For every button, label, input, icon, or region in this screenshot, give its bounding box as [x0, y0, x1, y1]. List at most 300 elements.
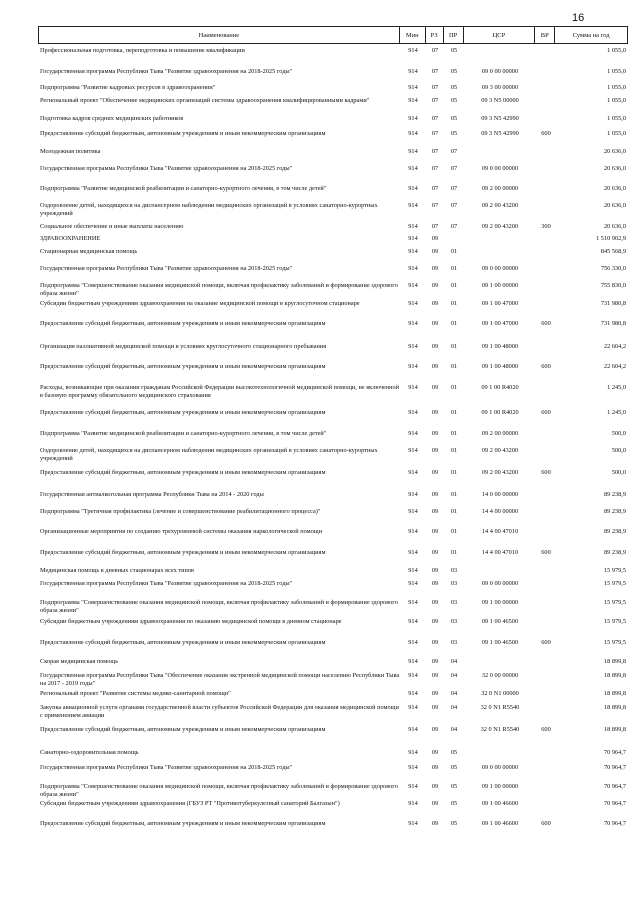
- row-csr: [464, 47, 536, 55]
- row-min: 914: [408, 185, 418, 192]
- row-min: 914: [408, 764, 418, 771]
- row-sum: 15 979,5: [603, 580, 626, 587]
- row-rz: 09: [431, 704, 439, 711]
- row-sum: 15 979,5: [603, 618, 626, 625]
- table-row: [38, 384, 628, 399]
- row-description: Государственная антиалкогольная программа Республики Тыва на 2014 - 2020 годы: [40, 491, 264, 498]
- row-description: Государственная программа Республики Тыва "Развитие здравоохранения на 2018-2025 годы": [40, 68, 293, 75]
- row-sum: 1 510 902,9: [596, 235, 626, 242]
- row-sum: 18 899,8: [603, 672, 626, 679]
- row-csr: 09 2 00 43200: [481, 469, 519, 476]
- row-sum: 15 979,5: [603, 639, 626, 646]
- row-sum: 20 636,0: [603, 202, 626, 209]
- table-row: [38, 764, 628, 772]
- header-name: Наименование: [39, 27, 400, 43]
- row-vr: [536, 148, 556, 156]
- row-csr: 09 1 00 47000: [481, 320, 519, 327]
- row-vr: [536, 265, 556, 273]
- row-csr: 09 0 00 00000: [481, 764, 519, 771]
- row-rz: 09: [431, 363, 439, 370]
- row-csr: 32 0 N1 00000: [481, 690, 519, 697]
- row-pr: 01: [450, 508, 458, 515]
- row-sum: 1 055,0: [607, 84, 626, 91]
- row-min: 914: [408, 820, 418, 827]
- row-pr: 01: [450, 491, 458, 498]
- row-pr: 07: [450, 148, 458, 155]
- row-min: 914: [408, 282, 418, 289]
- row-min: 914: [408, 528, 418, 535]
- row-description: Субсидии бюджетным учреждениям здравоохранения (ГБУЗ РТ "Противотуберкулезный санаторий Балгазын"): [40, 800, 340, 807]
- row-min: 914: [408, 248, 418, 255]
- row-rz: 09: [431, 248, 439, 255]
- row-sum: 1 055,0: [607, 68, 626, 75]
- row-vr: 600: [541, 409, 551, 416]
- row-sum: 89 238,9: [603, 491, 626, 498]
- row-rz: 07: [431, 148, 439, 155]
- row-vr: 600: [541, 639, 551, 646]
- row-min: 914: [408, 580, 418, 587]
- row-rz: 07: [431, 84, 439, 91]
- row-vr: [536, 580, 556, 588]
- row-description: Социальное обеспечение и иные выплаты населению: [40, 223, 184, 230]
- row-pr: 04: [450, 658, 458, 665]
- table-row: [38, 300, 628, 308]
- table-row: [38, 704, 628, 719]
- row-pr: 05: [450, 115, 458, 122]
- table-row: [38, 409, 628, 417]
- row-min: 914: [408, 469, 418, 476]
- row-csr: 14 4 00 00000: [481, 508, 519, 515]
- row-pr: 05: [450, 84, 458, 91]
- row-rz: 07: [431, 115, 439, 122]
- row-min: 914: [408, 491, 418, 498]
- row-sum: 20 636,0: [603, 185, 626, 192]
- row-rz: 09: [431, 726, 439, 733]
- row-sum: 1 055,0: [607, 97, 626, 104]
- row-min: 914: [408, 130, 418, 137]
- row-pr: 01: [450, 447, 458, 454]
- row-min: 914: [408, 409, 418, 416]
- row-rz: 09: [431, 300, 439, 307]
- table-row: [38, 148, 628, 156]
- table-row: [38, 672, 628, 687]
- row-min: 914: [408, 690, 418, 697]
- row-pr: 01: [450, 384, 458, 391]
- row-sum: 70 964,7: [603, 783, 626, 790]
- row-description: Государственная программа Республики Тыва "Обеспечение оказания экстренной медицинской помощи населению Республики Тыва на 2017 - 2019 годы": [40, 672, 400, 687]
- row-sum: 20 636,0: [603, 223, 626, 230]
- table-row: [38, 690, 628, 698]
- row-rz: 09: [431, 599, 439, 606]
- row-csr: 09 1 00 R4020: [481, 384, 519, 391]
- table-row: [38, 430, 628, 438]
- row-pr: 07: [450, 165, 458, 172]
- row-vr: [536, 343, 556, 351]
- row-pr: 05: [450, 764, 458, 771]
- row-vr: 600: [541, 130, 551, 137]
- row-pr: 07: [450, 223, 458, 230]
- row-vr: 600: [541, 820, 551, 827]
- row-sum: 755 830,0: [600, 282, 626, 289]
- row-description: Предоставление субсидий бюджетным, автономным учреждениям и иным некоммерческим организациям: [40, 130, 326, 137]
- row-min: 914: [408, 97, 418, 104]
- table-row: [38, 282, 628, 297]
- row-pr: 03: [450, 599, 458, 606]
- row-vr: 600: [541, 549, 551, 556]
- row-rz: 09: [431, 783, 439, 790]
- table-row: [38, 726, 628, 734]
- table-row: [38, 115, 628, 123]
- row-pr: 01: [450, 549, 458, 556]
- row-description: Государственная программа Республики Тыва "Развитие здравоохранения на 2018-2025 годы": [40, 764, 293, 771]
- row-pr: 05: [450, 97, 458, 104]
- row-sum: 15 979,5: [603, 599, 626, 606]
- row-description: Субсидии бюджетным учреждениям здравоохранения по оказанию медицинской помощи в дневном стационаре: [40, 618, 342, 625]
- row-vr: [536, 447, 556, 462]
- table-row: [38, 320, 628, 328]
- row-pr: 03: [450, 580, 458, 587]
- row-rz: 09: [431, 508, 439, 515]
- row-rz: 09: [431, 384, 439, 391]
- row-csr: [464, 248, 536, 256]
- row-description: Предоставление субсидий бюджетным, автономным учреждениям и иным некоммерческим организациям: [40, 726, 326, 733]
- row-min: 914: [408, 704, 418, 711]
- row-rz: 09: [431, 658, 439, 665]
- row-vr: [536, 235, 556, 243]
- row-sum: 756 330,0: [600, 265, 626, 272]
- row-rz: 09: [431, 764, 439, 771]
- row-pr: 01: [450, 409, 458, 416]
- row-description: Оздоровление детей, находящихся на диспансерном наблюдении медицинских организаций в условиях санаторно-курортных учреждений: [40, 202, 378, 217]
- row-description: Подпрограмма "Совершенствование оказания медицинской помощи, включая профилактику заболеваний и формирование здорового образа жизни": [40, 783, 398, 798]
- row-sum: 18 899,8: [603, 658, 626, 665]
- row-vr: [536, 690, 556, 698]
- row-pr: 04: [450, 690, 458, 697]
- table-row: [38, 580, 628, 588]
- row-pr: 05: [450, 130, 458, 137]
- row-csr: 09 1 00 R4020: [481, 409, 519, 416]
- table-row: [38, 343, 628, 351]
- row-pr: 01: [450, 343, 458, 350]
- row-description: ЗДРАВООХРАНЕНИЕ: [40, 235, 101, 242]
- row-rz: 09: [431, 265, 439, 272]
- row-vr: [536, 430, 556, 438]
- row-csr: 09 1 00 48000: [481, 343, 519, 350]
- row-sum: 20 636,0: [603, 148, 626, 155]
- row-rz: 09: [431, 235, 439, 242]
- row-description: Государственная программа Республики Тыва "Развитие здравоохранения на 2018-2025 годы": [40, 165, 293, 172]
- row-csr: 09 1 00 00000: [481, 599, 519, 606]
- row-rz: 07: [431, 223, 439, 230]
- row-description: Подпрограмма "Развитие медицинской реабилитации и санаторно-курортного лечения, в том числе детей": [40, 430, 327, 437]
- row-sum: 500,0: [611, 469, 626, 476]
- row-csr: [464, 567, 536, 575]
- row-min: 914: [408, 363, 418, 370]
- row-sum: 845 568,9: [600, 248, 626, 255]
- table-row: [38, 235, 628, 243]
- table-row: [38, 97, 628, 105]
- row-csr: 09 2 00 43200: [481, 223, 519, 230]
- row-rz: 09: [431, 567, 439, 574]
- row-pr: 03: [450, 639, 458, 646]
- row-rz: 07: [431, 47, 439, 54]
- row-pr: 05: [450, 68, 458, 75]
- row-pr: 07: [450, 185, 458, 192]
- row-min: 914: [408, 47, 418, 54]
- row-min: 914: [408, 567, 418, 574]
- row-min: 914: [408, 68, 418, 75]
- row-csr: 32 0 00 00000: [481, 672, 519, 679]
- row-vr: [536, 704, 556, 719]
- table-row: [38, 528, 628, 536]
- row-pr: 05: [450, 783, 458, 790]
- row-min: 914: [408, 800, 418, 807]
- row-sum: 731 980,8: [600, 300, 626, 307]
- row-description: Государственная программа Республики Тыва "Развитие здравоохранения на 2018-2025 годы": [40, 265, 293, 272]
- row-csr: 09 1 00 00000: [481, 282, 519, 289]
- row-min: 914: [408, 202, 418, 209]
- row-description: Предоставление субсидий бюджетным, автономным учреждениям и иным некоммерческим организациям: [40, 820, 326, 827]
- row-csr: 09 3 00 00000: [481, 84, 519, 91]
- row-csr: 09 1 00 46500: [481, 639, 519, 646]
- row-rz: 09: [431, 320, 439, 327]
- row-csr: 14 4 00 47010: [481, 549, 519, 556]
- row-min: 914: [408, 235, 418, 242]
- row-csr: [464, 749, 536, 757]
- table-row: [38, 658, 628, 666]
- row-description: Подпрограмма "Развитие кадровых ресурсов в здравоохранении": [40, 84, 216, 91]
- row-sum: 89 238,9: [603, 528, 626, 535]
- row-description: Предоставление субсидий бюджетным, автономным учреждениям и иным некоммерческим организациям: [40, 409, 326, 416]
- header-sum: Сумма на год: [572, 31, 610, 39]
- row-min: 914: [408, 343, 418, 350]
- row-description: Подпрограмма "Совершенствование оказания медицинской помощи, включая профилактику заболеваний и формирование здорового образа жизни": [40, 282, 398, 297]
- row-pr: 01: [450, 282, 458, 289]
- row-vr: [536, 800, 556, 808]
- row-description: Скорая медицинская помощь: [40, 658, 119, 665]
- row-min: 914: [408, 430, 418, 437]
- table-row: [38, 68, 628, 76]
- row-description: Подпрограмма "Развитие медицинской реабилитации и санаторно-курортного лечения, в том числе детей": [40, 185, 327, 192]
- row-min: 914: [408, 148, 418, 155]
- row-min: 914: [408, 783, 418, 790]
- row-min: 914: [408, 672, 418, 679]
- row-vr: [536, 508, 556, 516]
- row-pr: 05: [450, 47, 458, 54]
- row-vr: [536, 658, 556, 666]
- row-sum: 15 979,5: [603, 567, 626, 574]
- row-rz: 09: [431, 549, 439, 556]
- row-sum: 70 964,7: [603, 764, 626, 771]
- row-rz: 07: [431, 68, 439, 75]
- row-vr: 300: [541, 223, 551, 230]
- table-row: [38, 749, 628, 757]
- row-pr: 01: [450, 248, 458, 255]
- row-vr: [536, 764, 556, 772]
- row-csr: 32 0 N1 R5540: [480, 704, 520, 711]
- row-min: 914: [408, 223, 418, 230]
- row-vr: [536, 68, 556, 76]
- row-pr: [444, 235, 464, 243]
- row-description: Санаторно-оздоровительная помощь: [40, 749, 139, 756]
- row-vr: [536, 47, 556, 55]
- row-pr: 01: [450, 430, 458, 437]
- row-pr: 04: [450, 704, 458, 711]
- table-row: [38, 47, 628, 55]
- row-rz: 09: [431, 343, 439, 350]
- row-description: Организационные мероприятия по созданию трехуровневой системы оказания наркологической помощи: [40, 528, 322, 535]
- table-row: [38, 820, 628, 828]
- row-pr: 04: [450, 726, 458, 733]
- row-min: 914: [408, 300, 418, 307]
- row-min: 914: [408, 749, 418, 756]
- page-number: 16: [572, 12, 585, 24]
- row-sum: 89 238,9: [603, 549, 626, 556]
- table-row: [38, 223, 628, 231]
- row-description: Предоставление субсидий бюджетным, автономным учреждениям и иным некоммерческим организациям: [40, 549, 326, 556]
- row-vr: 600: [541, 726, 551, 733]
- row-min: 914: [408, 84, 418, 91]
- row-min: 914: [408, 265, 418, 272]
- row-sum: 18 899,8: [603, 726, 626, 733]
- row-rz: 09: [431, 639, 439, 646]
- row-description: Региональный проект "Обеспечение медицинских организаций системы здравоохранения квалифицированными кадрами": [40, 97, 370, 104]
- row-sum: 1 055,0: [607, 115, 626, 122]
- row-vr: [536, 282, 556, 297]
- row-min: 914: [408, 639, 418, 646]
- table-row: [38, 618, 628, 626]
- row-vr: [536, 599, 556, 614]
- row-min: 914: [408, 549, 418, 556]
- row-description: Расходы, возникающие при оказании гражданам Российской Федерации высокотехнологичной медицинской помощи, не включенной в базовую программу обязательного медицинского страхования: [40, 384, 400, 399]
- row-rz: 09: [431, 528, 439, 535]
- row-description: Подпрограмма "Третичная профилактика (лечение и совершенствование реабилитационного процесса)": [40, 508, 321, 515]
- row-sum: 1 055,0: [607, 47, 626, 54]
- header-vr: ВР: [535, 27, 555, 43]
- row-vr: [536, 84, 556, 92]
- row-csr: 09 2 00 00000: [481, 430, 519, 437]
- table-row: [38, 84, 628, 92]
- row-csr: 32 0 N1 R5540: [480, 726, 520, 733]
- header-min: Мин: [400, 27, 426, 43]
- row-pr: 03: [450, 618, 458, 625]
- table-row: [38, 508, 628, 516]
- row-pr: 01: [450, 469, 458, 476]
- row-vr: [536, 248, 556, 256]
- row-rz: 09: [431, 409, 439, 416]
- table-row: [38, 599, 628, 614]
- row-vr: [536, 783, 556, 798]
- row-sum: 22 604,2: [603, 363, 626, 370]
- row-csr: 09 1 00 46500: [481, 618, 519, 625]
- row-sum: 500,0: [611, 447, 626, 454]
- row-min: 914: [408, 726, 418, 733]
- table-header: [38, 26, 628, 44]
- row-csr: 09 0 00 00000: [481, 165, 519, 172]
- row-csr: 09 2 00 00000: [481, 185, 519, 192]
- header-csr: ЦСР: [464, 27, 536, 43]
- row-rz: 09: [431, 618, 439, 625]
- row-description: Оздоровление детей, находящихся на диспансерном наблюдении медицинских организаций в условиях санаторно-курортных учреждений: [40, 447, 378, 462]
- row-vr: 600: [541, 320, 551, 327]
- row-csr: 09 1 00 46600: [481, 820, 519, 827]
- row-sum: 18 899,8: [603, 704, 626, 711]
- row-sum: 1 055,0: [607, 130, 626, 137]
- row-description: Профессиональная подготовка, переподготовка и повышение квалификации: [40, 47, 245, 54]
- row-vr: [536, 672, 556, 687]
- row-vr: [536, 300, 556, 308]
- row-vr: [536, 491, 556, 499]
- row-sum: 500,0: [611, 430, 626, 437]
- header-rz: РЗ: [426, 27, 444, 43]
- row-description: Медицинская помощь в дневных стационарах всех типов: [40, 567, 194, 574]
- row-vr: [536, 202, 556, 217]
- row-pr: 01: [450, 320, 458, 327]
- table-row: [38, 130, 628, 138]
- row-description: Организация паллиативной медицинской помощи в условиях круглосуточного стационарного пребывания: [40, 343, 327, 350]
- row-min: 914: [408, 447, 418, 454]
- row-vr: [536, 567, 556, 575]
- row-vr: [536, 185, 556, 193]
- row-rz: 09: [431, 447, 439, 454]
- row-sum: 70 964,7: [603, 800, 626, 807]
- row-description: Стационарная медицинская помощь: [40, 248, 138, 255]
- row-csr: 09 0 00 00000: [481, 265, 519, 272]
- header-pr: ПР: [444, 27, 464, 43]
- row-rz: 07: [431, 130, 439, 137]
- row-csr: 09 3 N5 42990: [481, 130, 519, 137]
- table-row: [38, 185, 628, 193]
- row-sum: 89 238,9: [603, 508, 626, 515]
- row-rz: 09: [431, 820, 439, 827]
- row-rz: 09: [431, 800, 439, 807]
- table-row: [38, 202, 628, 217]
- row-sum: 22 604,2: [603, 343, 626, 350]
- row-vr: [536, 618, 556, 626]
- row-description: Государственная программа Республики Тыва "Развитие здравоохранения на 2018-2025 годы": [40, 580, 293, 587]
- table-row: [38, 639, 628, 647]
- row-rz: 09: [431, 672, 439, 679]
- row-pr: 04: [450, 672, 458, 679]
- row-sum: 18 899,8: [603, 690, 626, 697]
- row-rz: 07: [431, 185, 439, 192]
- table-row: [38, 363, 628, 371]
- row-sum: 70 964,7: [603, 820, 626, 827]
- row-description: Молодежная политика: [40, 148, 101, 155]
- row-csr: 09 1 00 47000: [481, 300, 519, 307]
- row-vr: [536, 528, 556, 536]
- row-min: 914: [408, 384, 418, 391]
- table-row: [38, 800, 628, 808]
- table-row: [38, 447, 628, 462]
- row-description: Субсидии бюджетным учреждениям здравоохранения на оказание медицинской помощи в круглосуточном стационаре: [40, 300, 360, 307]
- row-csr: 14 0 00 00000: [481, 491, 519, 498]
- row-csr: [464, 658, 536, 666]
- row-rz: 07: [431, 202, 439, 209]
- row-sum: 731 980,8: [600, 320, 626, 327]
- row-rz: 09: [431, 491, 439, 498]
- row-pr: 01: [450, 265, 458, 272]
- row-description: Предоставление субсидий бюджетным, автономным учреждениям и иным некоммерческим организациям: [40, 469, 326, 476]
- table-row: [38, 491, 628, 499]
- row-sum: 70 964,7: [603, 749, 626, 756]
- row-min: 914: [408, 320, 418, 327]
- row-pr: 05: [450, 820, 458, 827]
- row-description: Подготовка кадров средних медицинских работников: [40, 115, 184, 122]
- row-rz: 09: [431, 469, 439, 476]
- table-row: [38, 165, 628, 173]
- row-rz: 09: [431, 282, 439, 289]
